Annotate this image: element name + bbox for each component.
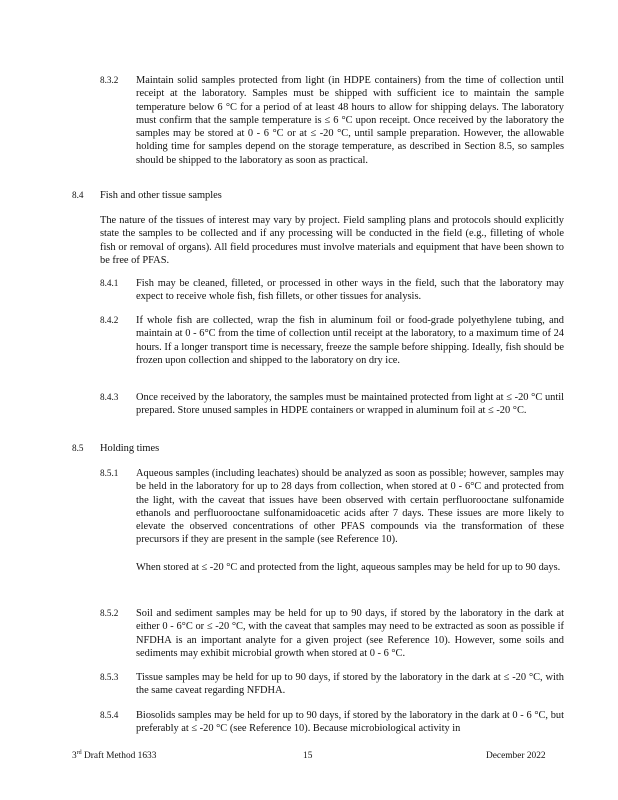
section-body xyxy=(136,74,564,181)
paragraph: Biosolids samples may be held for up to 90 days, if stored by the laboratory in the dark at 0 - 6 °C, but preferably at ≤ -20 °C (see Reference 10). Because microbiological activity in xyxy=(136,710,564,735)
section-body xyxy=(136,277,564,318)
section-number: 8.4.3 xyxy=(100,392,119,402)
paragraph: When stored at ≤ -20 °C and protected from the light, aqueous samples may be held for up to 90 days. xyxy=(136,561,561,573)
section-body xyxy=(100,214,564,281)
paragraph: Aqueous samples (including leachates) should be analyzed as soon as possible; however, samples may be held in the laboratory for up to 28 days from collection, when stored at 0 - 6°C and protected from the light, with the caveat that issues have been observed with certain perfluorooctane sulfonamide ethanols and perfluorooctane sulfonamidoacetic acids after 7 days. These issues are more likely to elevate the observed concentrations of other PFAS compounds via the transformation of these precursors if they are present in the sample (see Reference 10). xyxy=(136,468,564,546)
paragraph: Maintain solid samples protected from light (in HDPE containers) from the time of collection until receipt at the laboratory. Samples must be shipped with sufficient ice to maintain the sample temperature below 6 °C for a period of at least 48 hours to allow for shipping delays. The laboratory must confirm that the sample temperature is ≤ 6 °C upon receipt. Once received by the laboratory the samples may be stored at 0 - 6 °C or at ≤ -20 °C, until sample preparation. However, the allowable holding time for samples depend on the storage temperature, as described in Section 8.5, so samples should be shipped to the laboratory as soon as practical. xyxy=(136,75,564,166)
section-number: 8.4.2 xyxy=(100,315,119,325)
section-number: 8.5.4 xyxy=(100,710,119,720)
paragraph: If whole fish are collected, wrap the fish in aluminum foil or food-grade polyethylene tubing, and maintain at 0 - 6°C from the time of collection until receipt at the laboratory, to a maximum time of 24 hours. If a longer transport time is necessary, freeze the sample before shipping. Ideally, fish should be frozen upon collection and shipped to the laboratory on dry ice. xyxy=(136,315,564,366)
section-body xyxy=(136,314,564,381)
section-body xyxy=(136,709,564,750)
section-number: 8.5.1 xyxy=(100,468,119,478)
section-number: 8.4 xyxy=(72,190,84,200)
paragraph: Tissue samples may be held for up to 90 days, if stored by the laboratory in the dark at ≤ -20 °C, with the same caveat regarding NFDHA. xyxy=(136,672,564,697)
footer-method: 3rd Draft Method 1633 xyxy=(72,749,157,761)
section-number: 8.5 xyxy=(72,443,84,453)
section-number: 8.4.1 xyxy=(100,278,119,288)
paragraph: Once received by the laboratory, the samples must be maintained protected from light at ≤ -20 °C until prepared. Store unused samples in HDPE containers or wrapped in aluminum foil at ≤ -20 °C. xyxy=(136,392,564,417)
section-heading: Holding times xyxy=(100,443,160,454)
section-body xyxy=(136,391,564,432)
section-body xyxy=(136,607,564,674)
section-body xyxy=(136,467,564,588)
section-number: 8.5.2 xyxy=(100,608,119,618)
section-heading: Fish and other tissue samples xyxy=(100,190,222,201)
footer-date: December 2022 xyxy=(486,751,546,761)
section-number: 8.5.3 xyxy=(100,672,119,682)
section-body xyxy=(136,671,564,712)
paragraph: The nature of the tissues of interest may vary by project. Field sampling plans and protocols should explicitly state the samples to be collected and if any processing will be conducted in the field (e.g., filleting of whole fish or removal of organs). All field procedures must involve materials and equipment that have been shown to be free of PFAS. xyxy=(100,215,564,266)
footer-page-number: 15 xyxy=(303,751,313,761)
paragraph: Soil and sediment samples may be held for up to 90 days, if stored by the laboratory in the dark at either 0 - 6°C or ≤ -20 °C, with the caveat that samples may need to be extracted as soon as possible if NFDHA is an important analyte for a given project (see Reference 10). However, some soils and sediments may exhibit microbial growth when stored at 0 - 6 °C. xyxy=(136,608,564,659)
paragraph: Fish may be cleaned, filleted, or processed in other ways in the field, such that the laboratory may expect to receive whole fish, fish fillets, or other tissues for analysis. xyxy=(136,278,564,303)
section-number: 8.3.2 xyxy=(100,75,119,85)
